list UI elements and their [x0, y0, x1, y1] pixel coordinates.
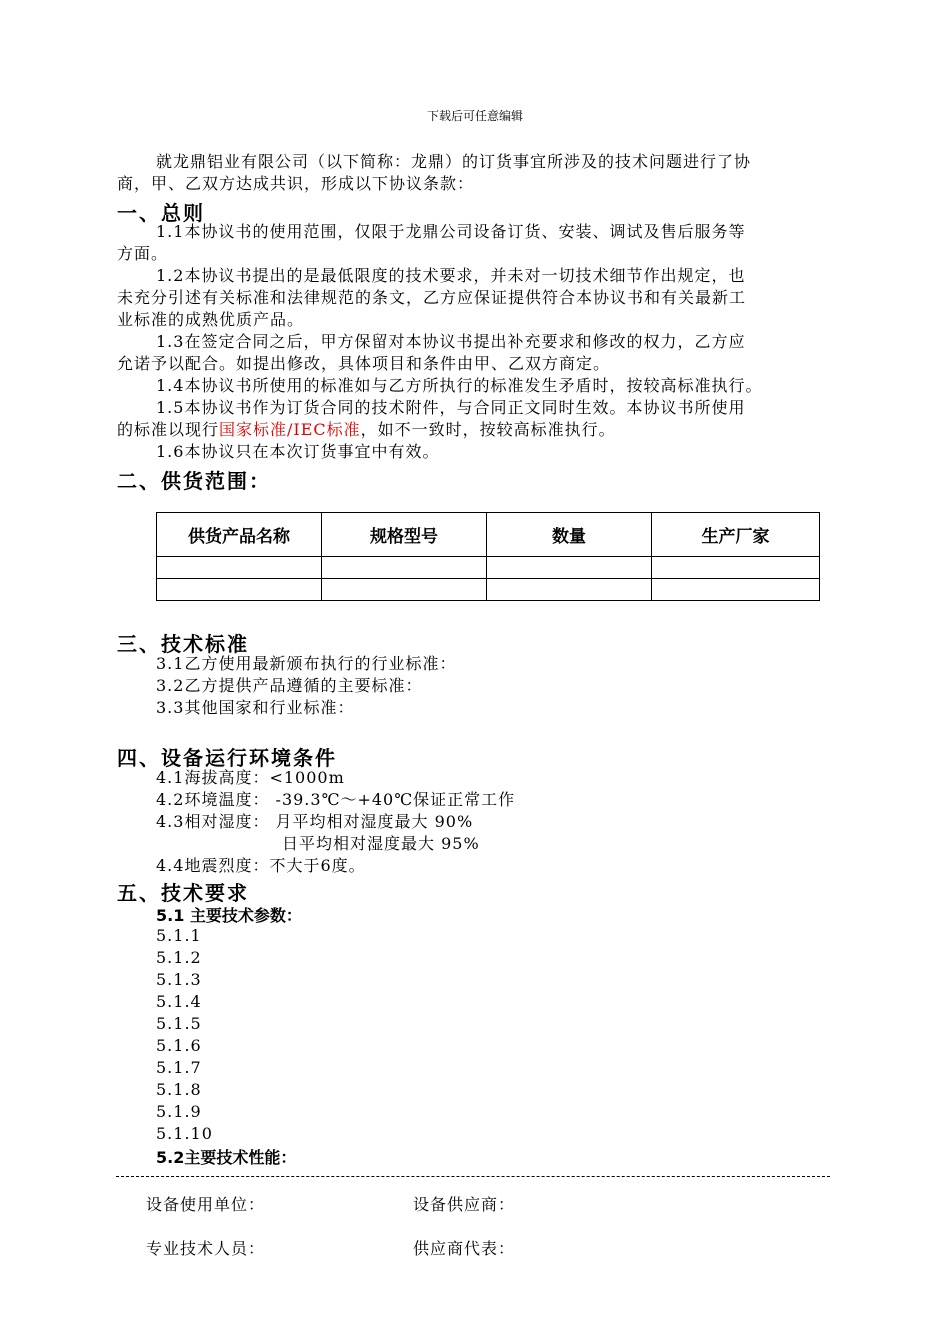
standard-item: 3.2乙方提供产品遵循的主要标准： — [156, 676, 423, 695]
clause-1-5-pre: 的标准以现行 — [117, 420, 220, 439]
table-header-cell: 数量 — [487, 513, 652, 557]
param-item: 5.1.5 — [156, 1014, 202, 1033]
clause-1-5-post: ，如不一致时，按较高标准执行。 — [360, 420, 616, 439]
intro-line-2: 商，甲、乙双方达成共识，形成以下协议条款： — [117, 174, 475, 193]
signature-tech-staff: 专业技术人员： — [146, 1239, 266, 1258]
section-2-heading: 二、供货范围： — [117, 469, 271, 493]
clause-1-2: 1.2本协议书提出的是最低限度的技术要求，并未对一切技术细节作出规定，也 — [156, 266, 746, 285]
table-cell — [322, 557, 487, 579]
env-seismic: 4.4地震烈度：不大于6度。 — [156, 856, 366, 875]
env-humidity-daily: 日平均相对湿度最大 95% — [282, 834, 480, 853]
table-cell — [652, 557, 820, 579]
param-item: 5.1.3 — [156, 970, 202, 989]
param-item: 5.1.9 — [156, 1102, 202, 1121]
env-humidity-monthly: 4.3相对湿度： 月平均相对湿度最大 90% — [156, 812, 474, 831]
clause-1-2-cont: 未充分引述有关标准和法律规范的条文，乙方应保证提供符合本协议书和有关最新工 — [117, 288, 747, 307]
clause-1-2-cont2: 业标准的成熟优质产品。 — [117, 310, 305, 329]
subsection-5-2: 5.2主要技术性能： — [156, 1148, 297, 1167]
standard-item: 3.3其他国家和行业标准： — [156, 698, 355, 717]
table-header-row — [157, 513, 820, 557]
param-item: 5.1.7 — [156, 1058, 202, 1077]
clause-1-6: 1.6本协议只在本次订货事宜中有效。 — [156, 442, 440, 461]
signature-user-unit: 设备使用单位： — [146, 1195, 266, 1214]
table-cell — [322, 579, 487, 601]
separator-line — [116, 1176, 830, 1177]
section-1-heading: 一、总则 — [117, 201, 205, 225]
table-cell — [157, 557, 322, 579]
param-item: 5.1.10 — [156, 1124, 213, 1143]
env-temperature: 4.2环境温度： -39.3℃～+40℃保证正常工作 — [156, 790, 516, 809]
table-row — [157, 557, 820, 579]
env-altitude: 4.1海拔高度：<1000m — [156, 768, 345, 787]
standard-item: 3.1乙方使用最新颁布执行的行业标准： — [156, 654, 457, 673]
signature-supplier-rep: 供应商代表： — [413, 1239, 516, 1258]
table-cell — [487, 579, 652, 601]
subsection-5-1: 5.1 主要技术参数： — [156, 906, 302, 925]
clause-1-3: 1.3在签定合同之后，甲方保留对本协议书提出补充要求和修改的权力，乙方应 — [156, 332, 746, 351]
intro-line-1: 就龙鼎铝业有限公司（以下简称：龙鼎）的订货事宜所涉及的技术问题进行了协 — [156, 152, 752, 171]
signature-supplier: 设备供应商： — [413, 1195, 516, 1214]
clause-1-1: 1.1本协议书的使用范围，仅限于龙鼎公司设备订货、安装、调试及售后服务等 — [156, 222, 746, 241]
page-header: 下载后可任意编辑 — [426, 109, 523, 123]
param-item: 5.1.1 — [156, 926, 202, 945]
table-row — [157, 579, 820, 601]
clause-1-3-cont: 允诺予以配合。如提出修改，具体项目和条件由甲、乙双方商定。 — [117, 354, 611, 373]
clause-1-5-cont — [117, 419, 616, 441]
section-4-heading: 四、设备运行环境条件 — [117, 746, 337, 770]
supply-table — [156, 512, 820, 601]
section-5-heading: 五、技术要求 — [117, 881, 249, 905]
table-cell — [652, 579, 820, 601]
clause-1-1-cont: 方面。 — [117, 244, 169, 263]
clause-1-5: 1.5本协议书作为订货合同的技术附件，与合同正文同时生效。本协议书所使用 — [156, 398, 746, 417]
table-header-cell: 规格型号 — [322, 513, 487, 557]
param-item: 5.1.4 — [156, 992, 202, 1011]
param-item: 5.1.6 — [156, 1036, 202, 1055]
table-cell — [487, 557, 652, 579]
clause-1-4: 1.4本协议书所使用的标准如与乙方所执行的标准发生矛盾时，按较高标准执行。 — [156, 376, 763, 395]
table-cell — [157, 579, 322, 601]
standard-highlight: 国家标准/IEC标准 — [219, 420, 361, 439]
param-item: 5.1.2 — [156, 948, 202, 967]
table-header-cell: 生产厂家 — [652, 513, 820, 557]
table-header-cell: 供货产品名称 — [157, 513, 322, 557]
section-3-heading: 三、技术标准 — [117, 632, 249, 656]
param-item: 5.1.8 — [156, 1080, 202, 1099]
